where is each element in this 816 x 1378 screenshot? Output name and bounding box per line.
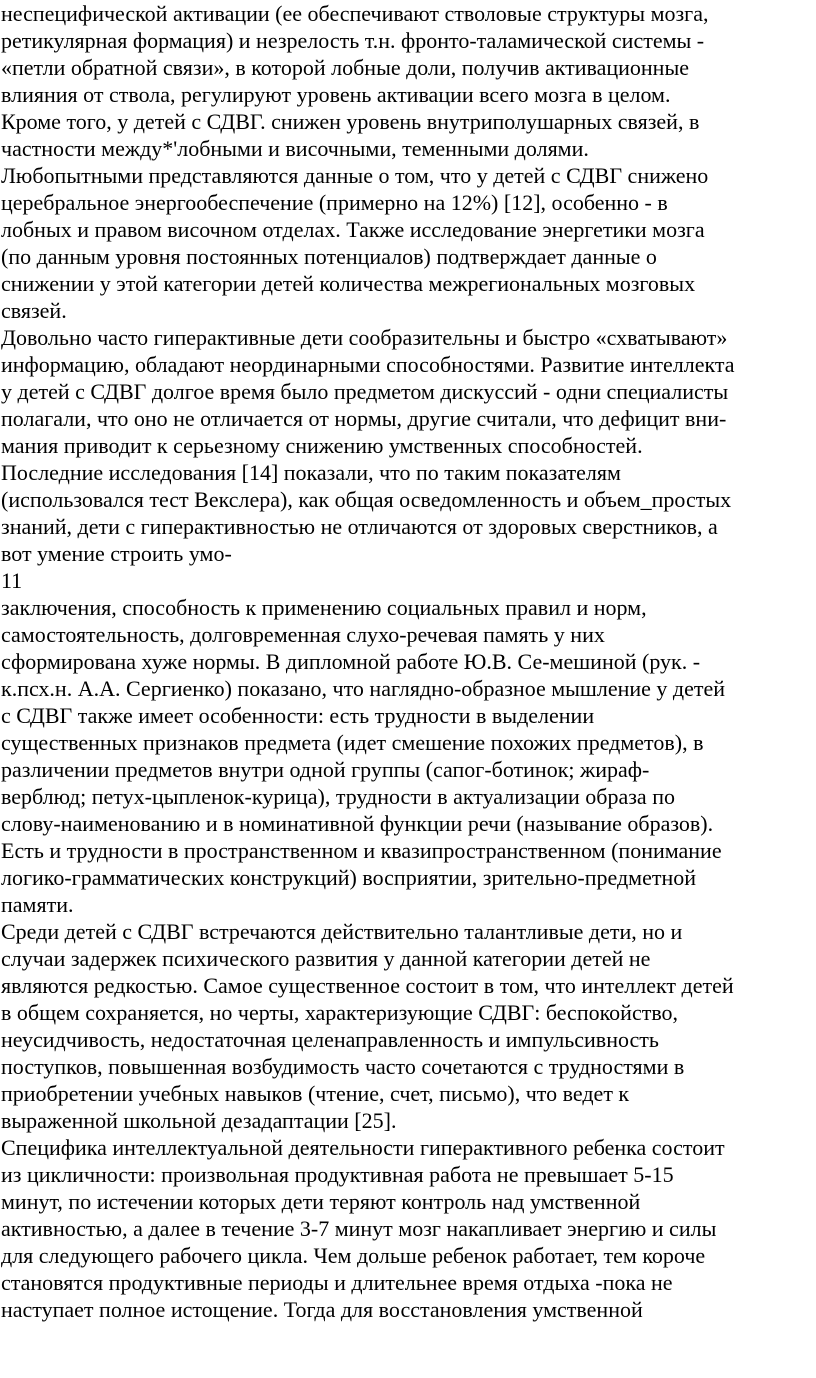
- text-line: самостоятельность, долговременная слухо-речевая память у них: [1, 622, 605, 647]
- text-line: заключения, способность к применению социальных правил и норм,: [1, 595, 647, 620]
- text-line: неусидчивость, недостаточная целенаправленность и импульсивность: [1, 1027, 659, 1052]
- text-line: логико-грамматических конструкций) восприятии, зрительно-предметной: [1, 865, 696, 890]
- text-line: поступков, повышенная возбудимость часто сочетаются с трудностями в: [1, 1054, 685, 1079]
- text-line: различении предметов внутри одной группы (сапог-ботинок; жираф-: [1, 757, 650, 782]
- text-line: наступает полное истощение. Тогда для восстановления умственной: [1, 1297, 643, 1322]
- text-line: верблюд; петух-цыпленок-курица), трудности в актуализации образа по: [1, 784, 675, 809]
- text-line: информацию, обладают неординарными способностями. Развитие интеллекта: [1, 352, 735, 377]
- text-line: Среди детей с СДВГ встречаются действительно талантливые дети, но и: [1, 919, 683, 944]
- text-line: Есть и трудности в пространственном и квазипространственном (понимание: [1, 838, 722, 863]
- text-line: активностью, а далее в течение 3-7 минут мозг накапливает энергию и силы: [1, 1216, 717, 1241]
- page-number: 11: [1, 568, 23, 593]
- text-line: у детей с СДВГ долгое время было предметом дискуссий - одни специалисты: [1, 379, 729, 404]
- text-line: влияния от ствола, регулируют уровень активации всего мозга в целом.: [1, 82, 671, 107]
- text-line: памяти.: [1, 892, 74, 917]
- text-line: являются редкостью. Самое существенное состоит в том, что интеллект детей: [1, 973, 734, 998]
- text-line: к.псх.н. А.А. Сергиенко) показано, что наглядно-образное мышление у детей: [1, 676, 726, 701]
- text-line: для следующего рабочего цикла. Чем дольше ребенок работает, тем короче: [1, 1243, 706, 1268]
- text-line: мания приводит к серьезному снижению умственных способностей.: [1, 433, 643, 458]
- text-line: приобретении учебных навыков (чтение, счет, письмо), что ведет к: [1, 1081, 630, 1106]
- text-line: минут, по истечении которых дети теряют контроль над умственной: [1, 1189, 641, 1214]
- text-line: (использовался тест Векслера), как общая осведомленность и объем_простых: [1, 487, 732, 512]
- text-line: (по данным уровня постоянных потенциалов) подтверждает данные о: [1, 244, 657, 269]
- text-line: сформирована хуже нормы. В дипломной работе Ю.В. Се-мешиной (рук. -: [1, 649, 701, 674]
- text-line: знаний, дети с гиперактивностью не отличаются от здоровых сверстников, а: [1, 514, 718, 539]
- text-line: в общем сохраняется, но черты, характеризующие СДВГ: беспокойство,: [1, 1000, 679, 1025]
- text-line: Любопытными представляются данные о том, что у детей с СДВГ снижено: [1, 163, 709, 188]
- text-line: связей.: [1, 298, 67, 323]
- text-line: снижении у этой категории детей количества межрегиональных мозговых: [1, 271, 696, 296]
- text-line: становятся продуктивные периоды и длительнее время отдыха -пока не: [1, 1270, 673, 1295]
- text-line: с СДВГ также имеет особенности: есть трудности в выделении: [1, 703, 595, 728]
- text-line: церебральное энергообеспечение (примерно на 12%) [12], особенно - в: [1, 190, 668, 215]
- text-line: частности между*'лобными и височными, теменными долями.: [1, 136, 589, 161]
- text-line: «петли обратной связи», в которой лобные доли, получив активационные: [1, 55, 690, 80]
- text-line: Довольно часто гиперактивные дети сообразительны и быстро «схватывают»: [1, 325, 728, 350]
- text-line: из цикличности: произвольная продуктивная работа не превышает 5-15: [1, 1162, 674, 1187]
- text-line: Специфика интеллектуальной деятельности гиперактивного ребенка состоит: [1, 1135, 725, 1160]
- text-line: Последние исследования [14] показали, что по таким показателям: [1, 460, 621, 485]
- text-line: ретикулярная формация) и незрелость т.н. фронто-таламической системы -: [1, 28, 705, 53]
- text-line: существенных признаков предмета (идет смешение похожих предметов), в: [1, 730, 704, 755]
- text-line: лобных и правом височном отделах. Также исследование энергетики мозга: [1, 217, 705, 242]
- text-line: слову-наименованию и в номинативной функции речи (называние образов).: [1, 811, 714, 836]
- text-line: вот умение строить умо-: [1, 541, 232, 566]
- text-line: неспецифической активации (ее обеспечивают стволовые структуры мозга,: [1, 1, 709, 26]
- text-line: Кроме того, у детей с СДВГ. снижен уровень внутриполушарных связей, в: [1, 109, 700, 134]
- text-line: полагали, что оно не отличается от нормы, другие считали, что дефицит вни-: [1, 406, 727, 431]
- text-line: случаи задержек психического развития у данной категории детей не: [1, 946, 651, 971]
- text-line: выраженной школьной дезадаптации [25].: [1, 1108, 397, 1133]
